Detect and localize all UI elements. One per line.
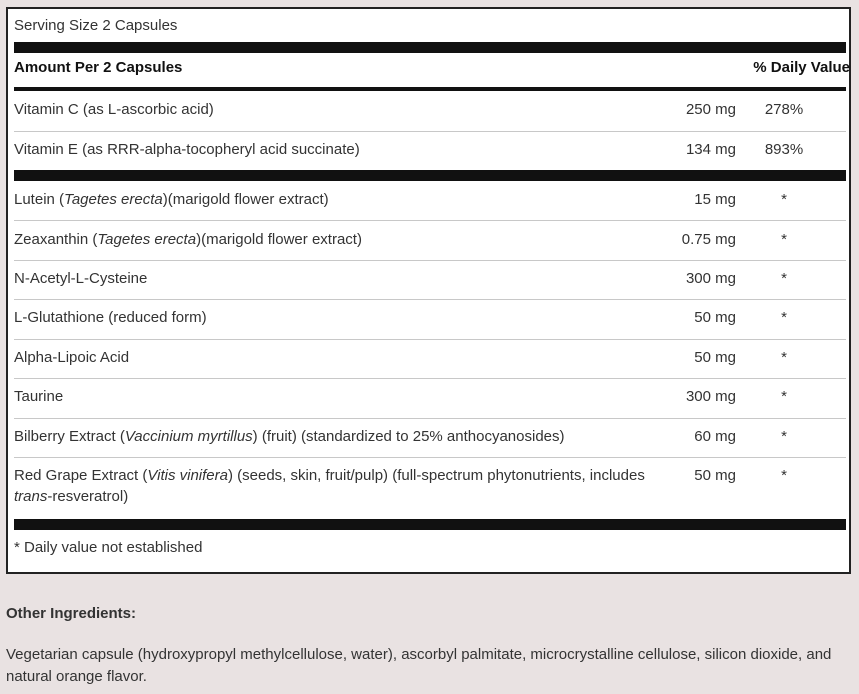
amount: 134 mg xyxy=(685,141,736,158)
daily-value: * xyxy=(781,270,787,287)
daily-value: * xyxy=(781,467,787,484)
thick-divider xyxy=(14,519,846,530)
daily-value: 278% xyxy=(764,101,804,118)
row-divider xyxy=(14,299,846,300)
daily-value: * xyxy=(781,231,787,248)
daily-value: * xyxy=(781,349,787,366)
row-divider xyxy=(14,418,846,419)
medium-divider xyxy=(14,87,846,91)
other-ingredients-title: Other Ingredients: xyxy=(6,605,137,622)
column-header-row xyxy=(14,59,850,79)
daily-value-header: % Daily Value xyxy=(753,59,850,76)
amount: 50 mg xyxy=(694,467,736,484)
serving-size: Serving Size 2 Capsules xyxy=(14,17,178,34)
daily-value: 893% xyxy=(764,141,804,158)
supplement-facts-panel: Serving Size 2 Capsules Amount Per 2 Capsules % Daily Value Vitamin C (as L-ascorbic acid) 250 mg 278% Vitamin E (as RRR-alpha-tocopheryl acid succinate) 134 mg 893% Lutein (Tagetes erecta)(marigold flower extract) 15 mg * Zeaxanthin (Tagetes erecta)(marigold flower extract) 0.75 mg * N-Acetyl-L-Cysteine 300 mg * L-Glutathione (reduced form) 50 mg * Alpha-Lipoic Acid 50 mg * Taurine 300 mg * Bilberry Extract (Vaccinium myrtillus) (fruit) (standardized to 25% anthocyanosides) 60 mg * Red Grape Extract (Vitis vinifera) (seeds, skin, fruit/pulp) (full-spectrum phytonutrients, includes trans-resveratrol) 50 mg * * Daily value not established xyxy=(6,7,851,574)
amount: 250 mg xyxy=(685,101,736,118)
amount: 50 mg xyxy=(694,349,736,366)
row-divider xyxy=(14,378,846,379)
footnote: * Daily value not established xyxy=(14,539,203,556)
row-divider xyxy=(14,220,846,221)
daily-value: * xyxy=(781,309,787,326)
daily-value: * xyxy=(781,428,787,445)
thick-divider xyxy=(14,42,846,53)
amount-per-serving-header: Amount Per 2 Capsules xyxy=(14,59,183,76)
row-divider xyxy=(14,457,846,458)
row-divider xyxy=(14,339,846,340)
amount: 50 mg xyxy=(694,309,736,326)
amount: 15 mg xyxy=(694,191,736,208)
daily-value: * xyxy=(781,191,787,208)
amount: 60 mg xyxy=(694,428,736,445)
other-ingredients-text: Vegetarian capsule (hydroxypropyl methylcellulose, water), ascorbyl palmitate, microcrystalline cellulose, silicon dioxide, and natural orange flavor. xyxy=(6,646,832,685)
thick-divider xyxy=(14,170,846,181)
daily-value: * xyxy=(781,388,787,405)
row-divider xyxy=(14,260,846,261)
amount: 300 mg xyxy=(685,270,736,287)
amount: 0.75 mg xyxy=(681,231,736,248)
amount: 300 mg xyxy=(685,388,736,405)
row-divider xyxy=(14,131,846,132)
